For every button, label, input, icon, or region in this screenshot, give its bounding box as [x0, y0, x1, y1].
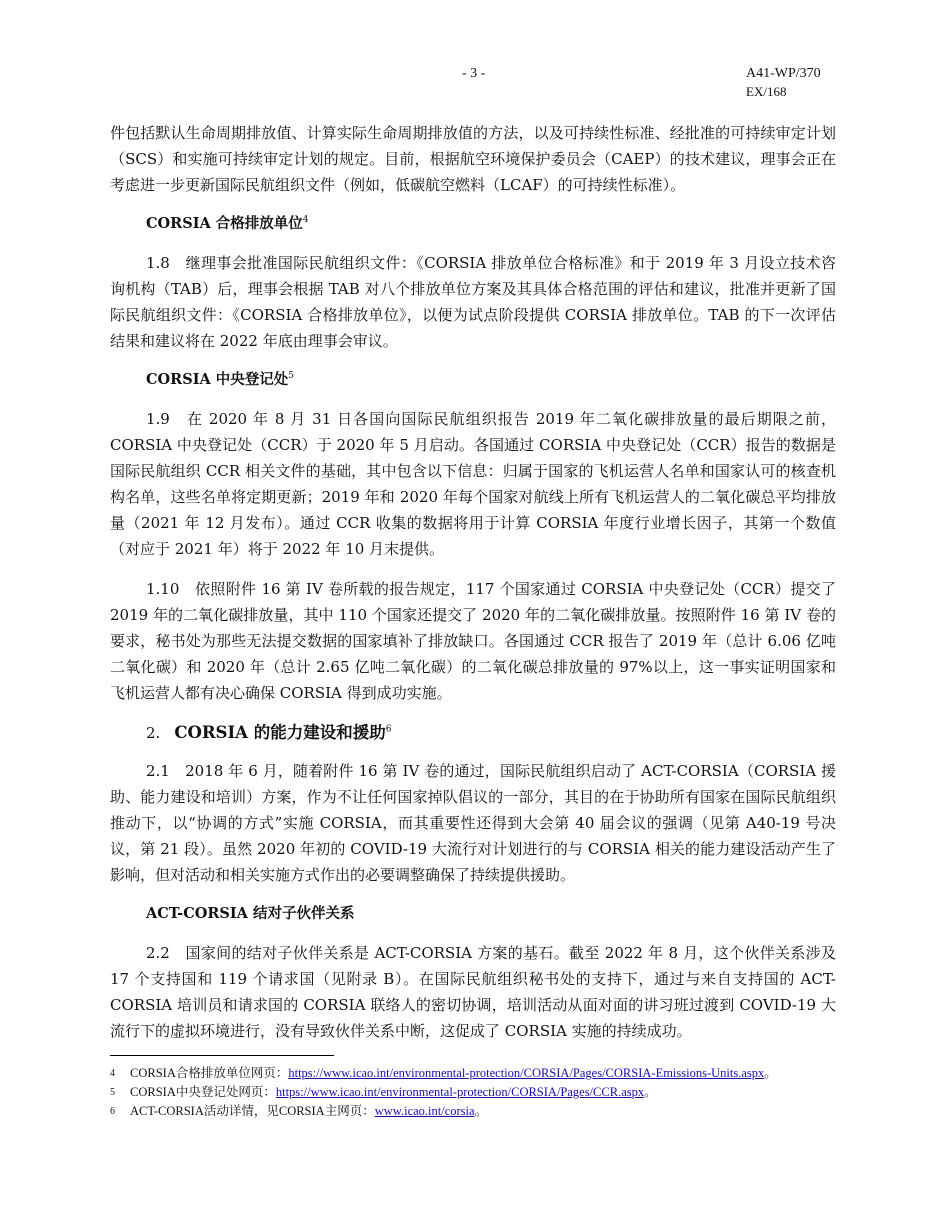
footnote-ref-5[interactable]: 5: [288, 371, 295, 382]
section-title: CORSIA 的能力建设和援助: [174, 723, 386, 742]
footnote-text: CORSIA合格排放单位网页：: [130, 1066, 289, 1080]
footnotes: [110, 1064, 850, 1121]
footnote-ref-6[interactable]: 6: [385, 724, 392, 735]
footnote-ref-4[interactable]: 4: [302, 215, 309, 226]
footnote-link[interactable]: www.icao.int/corsia: [374, 1104, 475, 1118]
paragraph-2-1: 2.1 2018 年 6 月，随着附件 16 第 IV 卷的通过，国际民航组织启动了 ACT-CORSIA（CORSIA 援助、能力建设和培训）方案，作为不让任何国家掉队倡议的一部分，其目的在于协助所有国家在国际民航组织推动下，以“协调的方式”实施 CORSIA，而其重要性还得到大会第 40 届会议的强调（见第 A40-19 号决议，第 21 段）。虽然 2020 年初的 COVID-19 大流行对计划进行的与 CORSIA 相关的能力建设活动产生了影响，但对活动和相关实施方式作出的必要调整确保了持续提供援助。: [110, 762, 836, 884]
section-2-heading: [146, 720, 836, 746]
ex-id: EX/168: [746, 84, 787, 99]
page-number: - 3 -: [462, 66, 486, 81]
footnote-5: [110, 1083, 850, 1102]
footnote-end: 。: [644, 1085, 657, 1099]
paragraph-1-9: 1.9 在 2020 年 8 月 31 日各国向国际民航组织报告 2019 年二氧化碳排放量的最后期限之前，CORSIA 中央登记处（CCR）于 2020 年 5 月启动。各国通过 CORSIA 中央登记处（CCR）报告的数据是国际民航组织 CCR 相关文件的基础，其中包含以下信息：归属于国家的飞机运营人名单和国家认可的核查机构名单，这些名单将定期更新；2019 年和 2020 年每个国家对航线上所有飞机运营人的二氧化碳总平均排放量（2021 年 12 月发布）。通过 CCR 收集的数据将用于计算 CORSIA 年度行业增长因子，其第一个数值（对应于 2021 年）将于 2022 年 10 月末提供。: [110, 410, 836, 558]
footnote-number: 5: [110, 1087, 115, 1098]
footnote-4: [110, 1064, 850, 1083]
footnote-number: 4: [110, 1068, 115, 1079]
section-number: 2.: [146, 724, 161, 742]
document-body: [110, 120, 836, 1058]
paragraph-2-2: 2.2 国家间的结对子伙伴关系是 ACT-CORSIA 方案的基石。截至 2022 年 8 月，这个伙伴关系涉及 17 个支持国和 119 个请求国（见附录 B）。在国际民航组织秘书处的支持下，通过与来自支持国的 ACT-CORSIA 培训员和请求国的 CORSIA 联络人的密切协调，培训活动从面对面的讲习班过渡到 COVID-19 大流行下的虚拟环境进行，没有导致伙伴关系中断，这促成了 CORSIA 实施的持续成功。: [110, 944, 836, 1040]
footnote-divider: [110, 1055, 334, 1056]
subheading-twinning: ACT-CORSIA 结对子伙伴关系: [146, 905, 355, 922]
footnote-text: ACT-CORSIA活动详情，见CORSIA主网页：: [130, 1104, 375, 1118]
subheading-text: CORSIA 中央登记处: [146, 371, 289, 388]
paragraph-intro: 件包括默认生命周期排放值、计算实际生命周期排放值的方法，以及可持续性标准、经批准的可持续审定计划（SCS）和实施可持续审定计划的规定。目前，根据航空环境保护委员会（CAEP）的技术建议，理事会正在考虑进一步更新国际民航组织文件（例如，低碳航空燃料（LCAF）的可持续性标准）。: [110, 124, 836, 194]
subheading-text: CORSIA 合格排放单位: [146, 215, 303, 232]
document-id: A41-WP/370: [746, 66, 821, 81]
footnote-end: 。: [764, 1066, 777, 1080]
footnote-text: CORSIA中央登记处网页：: [130, 1085, 276, 1099]
subheading-emissions-units: [146, 212, 836, 236]
paragraph-1-8: 1.8 继理事会批准国际民航组织文件：《CORSIA 排放单位合格标准》和于 2019 年 3 月设立技术咨询机构（TAB）后，理事会根据 TAB 对八个排放单位方案及其具体合格范围的评估和建议，批准并更新了国际民航组织文件：《CORSIA 合格排放单位》，以便为试点阶段提供 CORSIA 排放单位。TAB 的下一次评估结果和建议将在 2022 年底由理事会审议。: [110, 254, 836, 350]
footnote-link[interactable]: https://www.icao.int/environmental-protection/CORSIA/Pages/CORSIA-Emissions-Units.aspx: [288, 1066, 765, 1080]
footnote-link[interactable]: https://www.icao.int/environmental-protection/CORSIA/Pages/CCR.aspx: [275, 1085, 645, 1099]
subheading-central-registry: [146, 368, 836, 392]
footnote-6: [110, 1102, 850, 1121]
footnote-number: 6: [110, 1106, 115, 1117]
paragraph-1-10: 1.10 依照附件 16 第 IV 卷所载的报告规定，117 个国家通过 CORSIA 中央登记处（CCR）提交了 2019 年的二氧化碳排放量，其中 110 个国家还提交了 2020 年的二氧化碳排放量。按照附件 16 第 IV 卷的要求，秘书处为那些无法提交数据的国家填补了排放缺口。各国通过 CCR 报告了 2019 年（总计 6.06 亿吨二氧化碳）和 2020 年（总计 2.65 亿吨二氧化碳）的二氧化碳总排放量的 97%以上，这一事实证明国家和飞机运营人都有决心确保 CORSIA 得到成功实施。: [110, 580, 836, 702]
footnote-end: 。: [474, 1104, 488, 1118]
